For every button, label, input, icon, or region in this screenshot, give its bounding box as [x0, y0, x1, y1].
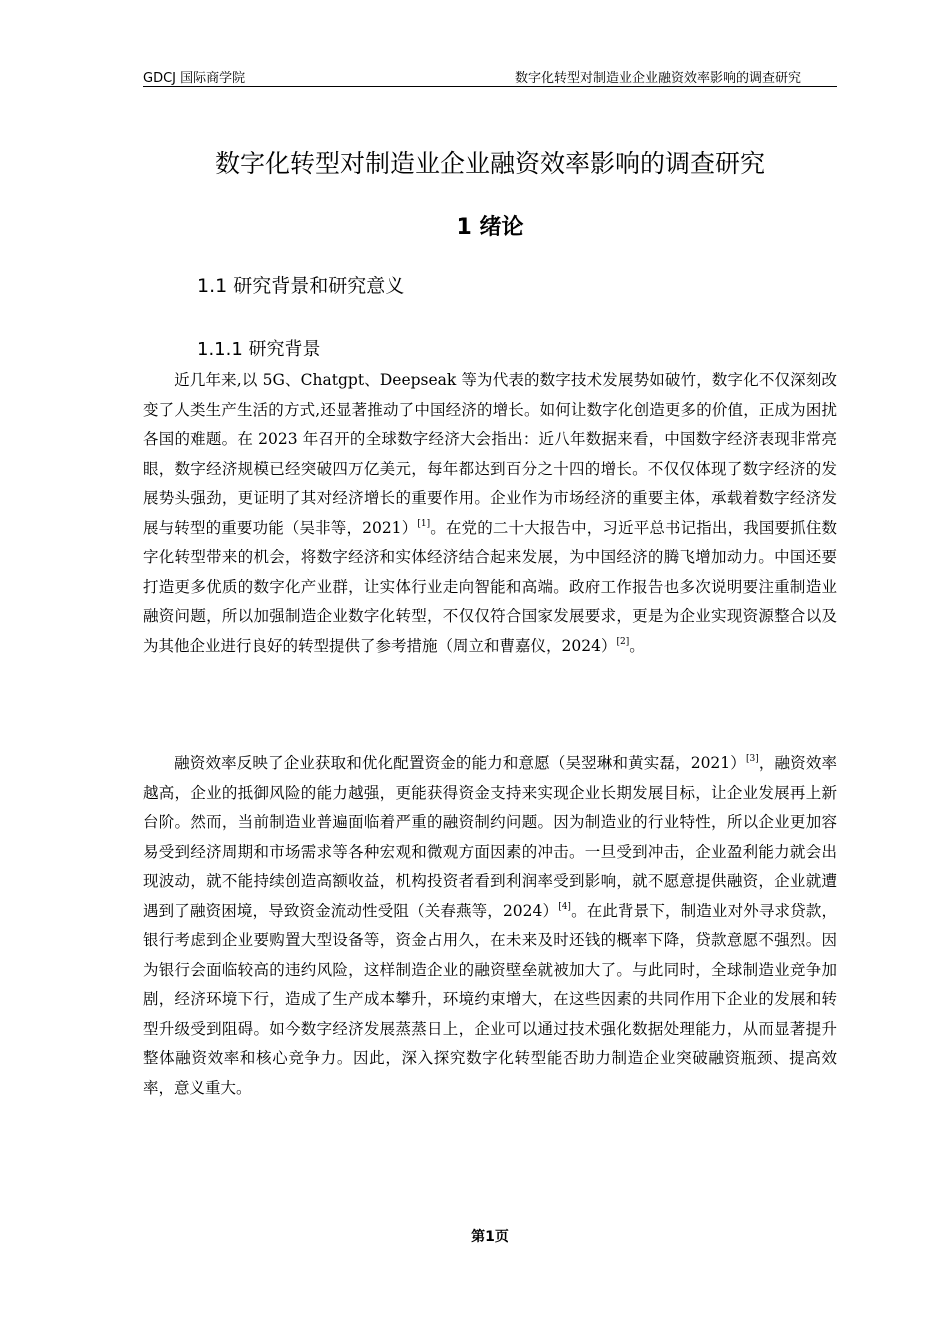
citation-ref-3[interactable]: [3]	[745, 754, 759, 764]
paragraph-2-text-a: 融资效率反映了企业获取和优化配置资金的能力和意愿（吴翌琳和黄实磊，2021）	[174, 754, 746, 772]
citation-ref-4[interactable]: [4]	[558, 901, 571, 912]
document-title: 数字化转型对制造业企业融资效率影响的调查研究	[214, 149, 765, 178]
paragraph-1-text-b: 。在党的二十大报告中，习近平总书记指出，我国要抓住数字化转型带来的机会，将数字经济和实体经济结合起来发展，为中国经济的腾飞增加动力。中国还要打造更多优质的数字化产业群，让实体行业走向智能和高端。政府工作报告也多次说明要注重制造业融资问题，所以加强制造企业数字化转型，不仅仅符合国家发展要求，更是为企业实现资源整合以及为其他企业进行良好的转型提供了参考措施（周立和曹嘉仪，2024）	[143, 518, 837, 655]
body-paragraph-2	[143, 749, 837, 1103]
chapter-heading: 1 绪论	[456, 215, 524, 240]
header-school-name: GDCJ 国际商学院	[143, 71, 246, 86]
citation-ref-1[interactable]: [1]	[417, 518, 431, 529]
paragraph-1-text-a: 近几年来,以 5G、Chatgpt、Deepseak 等为代表的数字技术发展势如破竹，数字化不仅深刻改变了人类生产生活的方式,还显著推动了中国经济的增长。如何让数字化创造更多的价值，正成为困扰各国的难题。在 2023 年召开的全球数字经济大会指出：近八年数据来看，中国数字经济表现非常亮眼，数字经济规模已经突破四万亿美元，每年都达到百分之十四的增长。不仅仅体现了数字经济的发展势头强劲，更证明了其对经济增长的重要作用。企业作为市场经济的重要主体，承载着数字经济发展与转型的重要功能（吴非等，2021）	[143, 371, 837, 537]
body-paragraph-1	[143, 366, 837, 661]
header-document-title: 数字化转型对制造业企业融资效率影响的调查研究	[514, 71, 801, 86]
page-number: 第1页	[471, 1229, 509, 1245]
subsection-heading: 1.1.1 研究背景	[197, 339, 321, 360]
paragraph-2-text-b: ，融资效率越高，企业的抵御风险的能力越强，更能获得资金支持来实现企业长期发展目标，让企业发展再上新台阶。然而，当前制造业普遍面临着严重的融资制约问题。因为制造业的行业特性，所以企业更加容易受到经济周期和市场需求等各种宏观和微观方面因素的冲击。一旦受到冲击，企业盈利能力就会出现波动，就不能持续创造高额收益，机构投资者看到利润率受到影响，就不愿意提供融资，企业就遭遇到了融资困境，导致资金流动性受阻（关春燕等，2024）	[143, 754, 837, 920]
section-heading: 1.1 研究背景和研究意义	[197, 275, 405, 297]
paragraph-2-text-c: 。在此背景下，制造业对外寻求贷款，银行考虑到企业要购置大型设备等，资金占用久，在未来及时还钱的概率下降，贷款意愿不强烈。因为银行会面临较高的违约风险，这样制造企业的融资壁垒就被加大了。与此同时，全球制造业竞争加剧，经济环境下行，造成了生产成本攀升，环境约束增大，在这些因素的共同作用下企业的发展和转型升级受到阻碍。如今数字经济发展蒸蒸日上，企业可以通过技术强化数据处理能力，从而显著提升整体融资效率和核心竞争力。因此，深入探究数字化转型能否助力制造企业突破融资瓶颈、提高效率，意义重大。	[143, 901, 837, 1097]
citation-ref-2[interactable]: [2]	[616, 636, 630, 647]
page-header	[143, 64, 837, 87]
paragraph-1-text-c: 。	[629, 636, 645, 655]
